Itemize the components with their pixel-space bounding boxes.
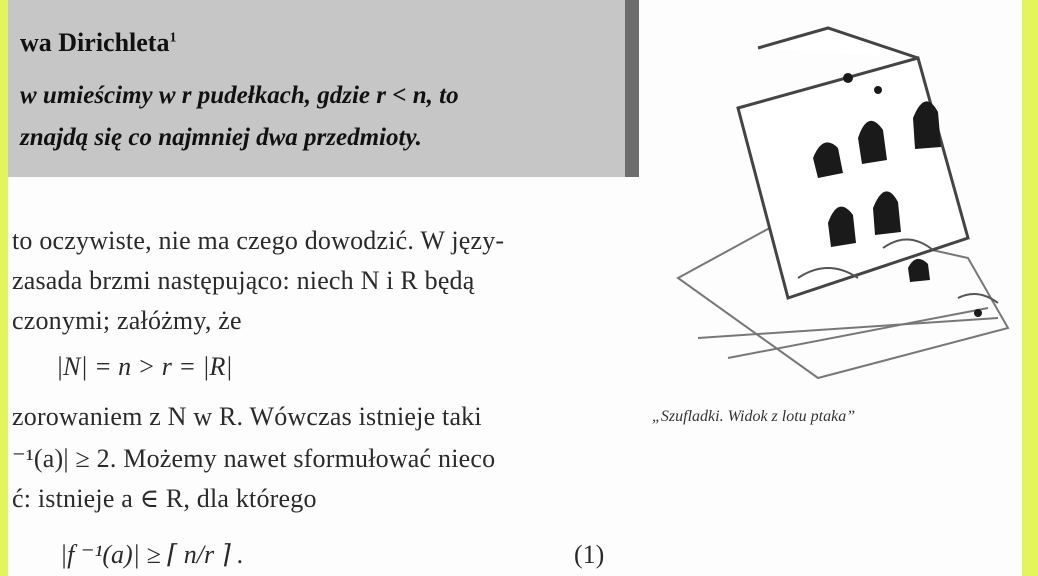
- theorem-line-1: w umieścimy w r pudełkach, gdzie r < n, to: [20, 82, 459, 109]
- body-line-5: ⁻¹(a)| ≥ 2. Możemy nawet sformułować nieco: [12, 444, 496, 473]
- body-line-6: ć: istnieje a ∈ R, dla którego: [12, 484, 317, 513]
- right-margin-strip: [1022, 0, 1038, 576]
- body-line-1: to oczywiste, nie ma czego dowodzić. W języ-: [12, 226, 505, 255]
- illustration-caption: „Szufladki. Widok z lotu ptaka”: [652, 408, 856, 425]
- pigeonhole-illustration: [668, 8, 1018, 386]
- body-line-4: zorowaniem z N w R. Wówczas istnieje taki: [12, 402, 482, 431]
- body-line-2: zasada brzmi następująco: niech N i R będą: [12, 266, 475, 295]
- equation-number: (1): [574, 540, 605, 569]
- left-margin-strip: [0, 0, 8, 576]
- formula-preimage: |f ⁻¹(a)| ≥ ⌈ n/r ⌉ .: [60, 540, 244, 569]
- footnote-marker: 1: [169, 30, 177, 46]
- formula-cardinality: |N| = n > r = |R|: [56, 352, 233, 381]
- theorem-title: [20, 28, 176, 58]
- body-line-3: czonymi; załóżmy, że: [12, 306, 242, 335]
- theorem-box-shadow: [625, 0, 639, 177]
- theorem-line-2: znajdą się co najmniej dwa przedmioty.: [20, 124, 422, 151]
- theorem-title-text: wa Dirichleta: [20, 28, 170, 57]
- theorem-box: [8, 0, 625, 177]
